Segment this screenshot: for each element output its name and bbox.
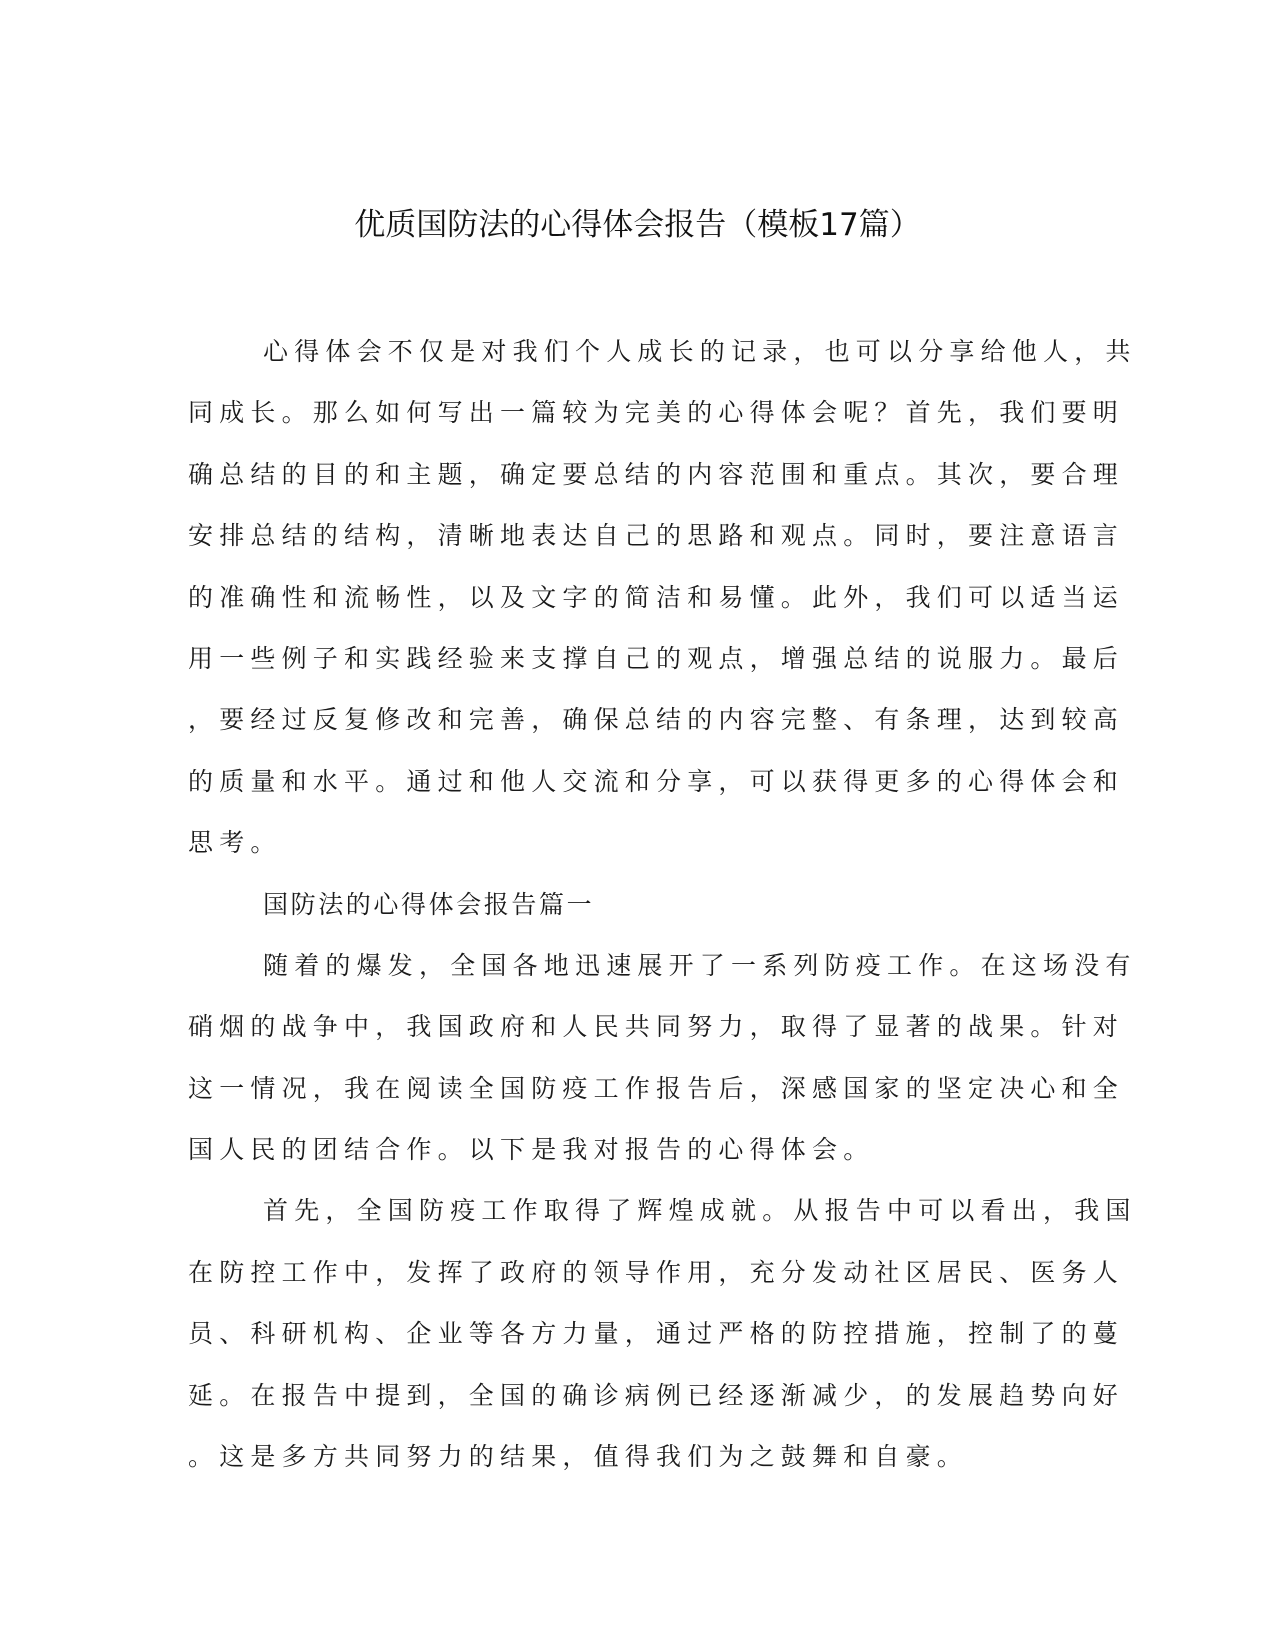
paragraph-line: 安排总结的结构，清晰地表达自己的思路和观点。同时，要注意语言 [188,521,1125,551]
paragraph-line: 。这是多方共同努力的结果，值得我们为之鼓舞和自豪。 [188,1442,969,1472]
paragraph-line: 在防控工作中，发挥了政府的领导作用，充分发动社区居民、医务人 [188,1257,1125,1287]
paragraph-line: 延。在报告中提到，全国的确诊病例已经逐渐减少，的发展趋势向好 [188,1380,1125,1410]
paragraph-line: 硝烟的战争中，我国政府和人民共同努力，取得了显著的战果。针对 [188,1012,1125,1042]
paragraph-line: 的质量和水平。通过和他人交流和分享，可以获得更多的心得体会和 [188,766,1125,796]
paragraph-line: ，要经过反复修改和完善，确保总结的内容完整、有条理，达到较高 [188,705,1125,735]
section-heading: 国防法的心得体会报告篇一 [263,889,595,919]
paragraph-line: 用一些例子和实践经验来支撑自己的观点，增强总结的说服力。最后 [188,643,1125,673]
document-body [188,332,1137,1498]
paragraph-line: 首先，全国防疫工作取得了辉煌成就。从报告中可以看出，我国 [263,1196,1137,1226]
paragraph-line: 思考。 [188,828,282,858]
document-title: 优质国防法的心得体会报告（模板17篇） [354,207,921,243]
paragraph-line: 国人民的团结合作。以下是我对报告的心得体会。 [188,1135,875,1165]
paragraph-line: 员、科研机构、企业等各方力量，通过严格的防控措施，控制了的蔓 [188,1319,1125,1349]
paragraph-line: 确总结的目的和主题，确定要总结的内容范围和重点。其次，要合理 [188,459,1125,489]
paragraph-line: 随着的爆发，全国各地迅速展开了一系列防疫工作。在这场没有 [263,950,1137,980]
paragraph-line: 同成长。那么如何写出一篇较为完美的心得体会呢？首先，我们要明 [188,398,1125,428]
paragraph-line: 的准确性和流畅性，以及文字的简洁和易懂。此外，我们可以适当运 [188,582,1125,612]
paragraph-line: 这一情况，我在阅读全国防疫工作报告后，深感国家的坚定决心和全 [188,1073,1125,1103]
paragraph-line: 心得体会不仅是对我们个人成长的记录，也可以分享给他人，共 [263,337,1137,366]
